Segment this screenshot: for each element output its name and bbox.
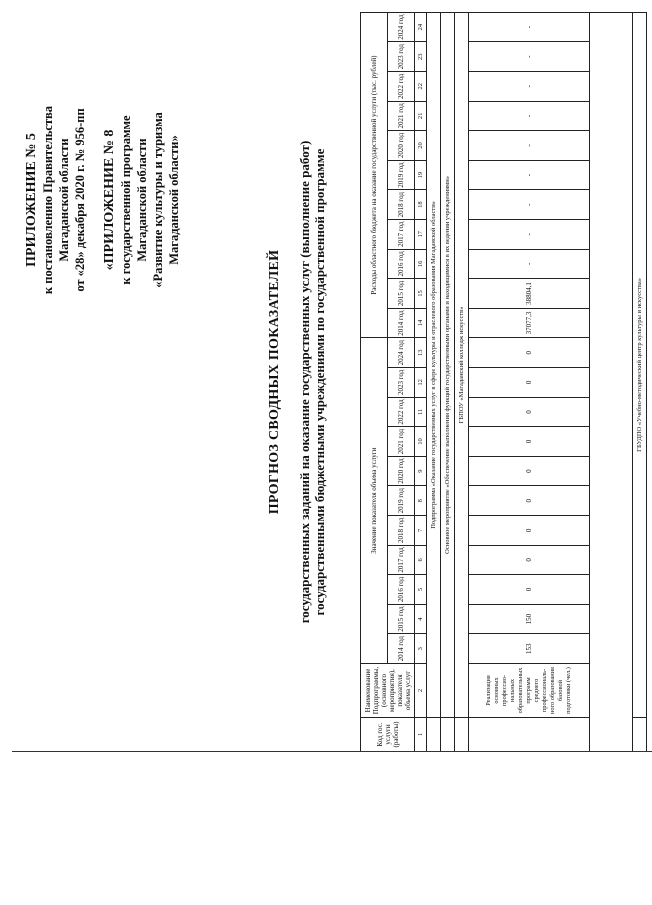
budget-value-8: -: [469, 72, 590, 102]
measure-code-cell: [441, 718, 455, 752]
volume-value-5: 0: [469, 486, 590, 516]
budget-value-1: 38804,1: [469, 279, 590, 309]
column-numbers-row: [415, 12, 427, 751]
volume-value-10: 0: [469, 338, 590, 368]
budget-year-10: 2024 год: [388, 12, 415, 42]
column-number-12: 12: [415, 368, 427, 398]
header-line-6: к государственной программе: [119, 115, 133, 285]
document-sheet: [12, 12, 643, 752]
column-number-4: 4: [415, 604, 427, 634]
column-number-16: 16: [415, 249, 427, 279]
volume-year-4: 2018 год: [388, 516, 415, 546]
column-number-10: 10: [415, 427, 427, 457]
volume-value-8: 0: [469, 397, 590, 427]
volume-value-6: 0: [469, 456, 590, 486]
column-number-1: 1: [415, 718, 427, 752]
subprogram-row: [427, 12, 441, 751]
volume-value-3: 0: [469, 545, 590, 575]
header-line-2: к постановлению Правительства: [41, 105, 55, 295]
header-line-3: Магаданской области: [57, 138, 71, 262]
column-number-22: 22: [415, 72, 427, 102]
budget-value-2: -: [469, 249, 590, 279]
table-header-row: [361, 12, 388, 751]
table-row: [469, 12, 590, 751]
budget-value-0: 37077,3: [469, 308, 590, 338]
column-number-14: 14: [415, 308, 427, 338]
row-name: Реализация основных профессио-нальных образовательных программ среднего профессиональ-ного образования базовой подготовки (чел.): [469, 664, 590, 718]
volume-year-3: 2017 год: [388, 545, 415, 575]
budget-year-4: 2018 год: [388, 190, 415, 220]
budget-year-7: 2021 год: [388, 101, 415, 131]
volume-year-8: 2022 год: [388, 397, 415, 427]
column-number-7: 7: [415, 516, 427, 546]
measure-row: [441, 12, 455, 751]
row-code-cell: [469, 718, 590, 752]
header-line-9: Магаданской области»: [167, 135, 181, 265]
volume-year-7: 2021 год: [388, 427, 415, 457]
budget-year-2: 2016 год: [388, 249, 415, 279]
column-number-11: 11: [415, 397, 427, 427]
budget-value-4: -: [469, 190, 590, 220]
subprogram-title: Подпрограмма «Оказание государственных услуг в сфере культуры и отраслевого образования Магаданской области»: [427, 12, 441, 717]
budget-year-3: 2017 год: [388, 219, 415, 249]
volume-value-0: 153: [469, 634, 590, 664]
years-row: [388, 12, 415, 751]
volume-year-10: 2024 год: [388, 338, 415, 368]
measure-title: Основное мероприятие «Обеспечение выполнения функций государственными органами и находящимися в их ведении учреждениями»: [441, 12, 455, 717]
header-line-5: «ПРИЛОЖЕНИЕ № 8: [102, 129, 117, 271]
indicators-table: [360, 12, 647, 752]
institution-row-2: [633, 12, 647, 751]
column-number-17: 17: [415, 219, 427, 249]
column-number-24: 24: [415, 12, 427, 42]
column-number-21: 21: [415, 101, 427, 131]
budget-value-7: -: [469, 101, 590, 131]
spacer-row: [590, 12, 633, 751]
volume-year-1: 2015 год: [388, 604, 415, 634]
budget-year-5: 2019 год: [388, 160, 415, 190]
budget-value-3: -: [469, 219, 590, 249]
column-number-8: 8: [415, 486, 427, 516]
volume-value-1: 150: [469, 604, 590, 634]
spacer-cell: [590, 12, 633, 751]
column-number-6: 6: [415, 545, 427, 575]
budget-year-8: 2022 год: [388, 72, 415, 102]
header-line-7: Магаданской области: [135, 138, 149, 262]
column-number-2: 2: [415, 664, 427, 718]
column-number-20: 20: [415, 131, 427, 161]
appendix-header: [24, 30, 182, 370]
column-number-18: 18: [415, 190, 427, 220]
page-edge-rule: [12, 751, 652, 752]
budget-value-5: -: [469, 160, 590, 190]
volume-year-9: 2023 год: [388, 368, 415, 398]
budget-value-10: -: [469, 12, 590, 42]
column-number-13: 13: [415, 338, 427, 368]
column-number-3: 3: [415, 634, 427, 664]
institution-row: [455, 12, 469, 751]
title-sub-2: государственными бюджетными учреждениями по государственной программе: [312, 148, 327, 616]
column-number-19: 19: [415, 160, 427, 190]
column-number-15: 15: [415, 279, 427, 309]
column-number-5: 5: [415, 575, 427, 605]
institution-title: ГБПОУ «Магаданский колледж искусств»: [455, 12, 469, 717]
volume-year-5: 2019 год: [388, 486, 415, 516]
column-number-23: 23: [415, 42, 427, 72]
volume-year-6: 2020 год: [388, 456, 415, 486]
volume-value-9: 0: [469, 368, 590, 398]
header-volume-group: Значение показателя объема услуги: [361, 338, 388, 664]
budget-value-6: -: [469, 131, 590, 161]
title-sub-1: государственных заданий на оказание государственных услуг (выполнение работ): [297, 140, 312, 624]
column-number-9: 9: [415, 456, 427, 486]
header-budget-group: Расходы областного бюджета на оказание государственной услуги (тыс. рублей): [361, 12, 388, 338]
document-title: [267, 12, 327, 752]
volume-year-0: 2014 год: [388, 634, 415, 664]
header-line-1: ПРИЛОЖЕНИЕ № 5: [24, 133, 39, 267]
title-main: ПРОГНОЗ СВОДНЫХ ПОКАЗАТЕЛЕЙ: [267, 249, 282, 515]
budget-year-0: 2014 год: [388, 308, 415, 338]
budget-year-6: 2020 год: [388, 131, 415, 161]
header-line-8: «Развитие культуры и туризма: [151, 112, 165, 288]
institution-2-code-cell: [633, 718, 647, 752]
institution-code-cell: [455, 718, 469, 752]
volume-value-2: 0: [469, 575, 590, 605]
header-line-4: от «28» декабря 2020 г. № 956-пп: [73, 108, 87, 292]
budget-value-9: -: [469, 42, 590, 72]
budget-year-9: 2023 год: [388, 42, 415, 72]
header-name: Наименование Подпрограммы, (основного мероприятия), показателя объема услуг: [361, 664, 415, 718]
institution-2-title: ГБУДПО «Учебно-методический центр культуры и искусства»: [633, 12, 647, 717]
volume-value-7: 0: [469, 427, 590, 457]
budget-year-1: 2015 год: [388, 279, 415, 309]
volume-year-2: 2016 год: [388, 575, 415, 605]
volume-value-4: 0: [469, 516, 590, 546]
subprogram-code-cell: [427, 718, 441, 752]
header-code: Код гос. услуги (работы): [361, 718, 415, 752]
